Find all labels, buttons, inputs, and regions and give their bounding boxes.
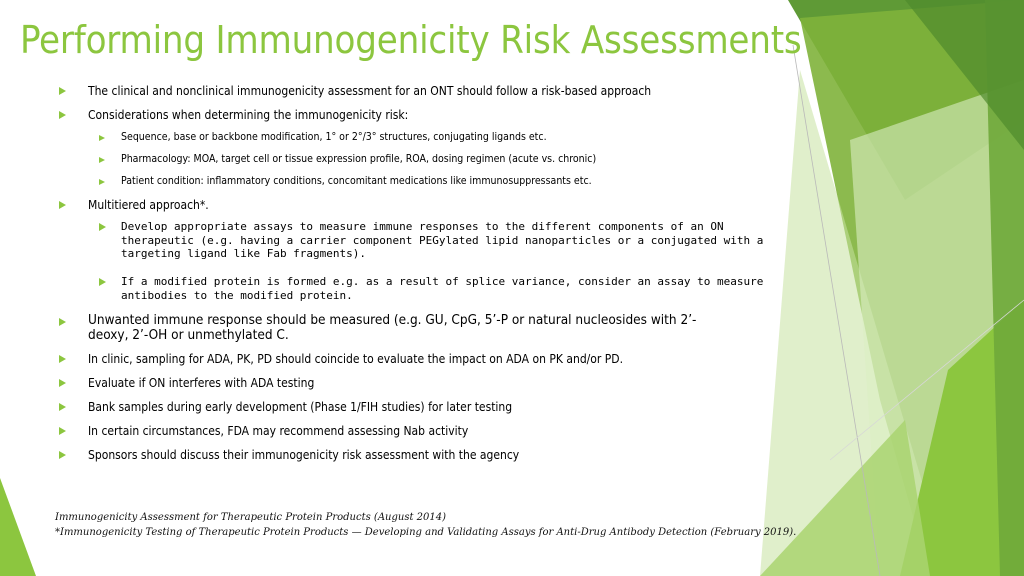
triangle-bullet-icon: [59, 355, 66, 363]
bullet-text: Multitiered approach*.: [88, 198, 209, 212]
triangle-bullet-icon: [59, 318, 66, 326]
bullet-text: Sponsors should discuss their immunogenicity risk assessment with the agency: [88, 448, 520, 462]
reference-1: Immunogenicity Assessment for Therapeutic Protein Products (August 2014): [55, 512, 447, 523]
bullet-text: Bank samples during early development (Phase 1/FIH studies) for later testing: [88, 400, 513, 414]
slide-title: Performing Immunogenicity Risk Assessments: [20, 18, 802, 62]
sub-bullet-text: If a modified protein is formed e.g. as a result of splice variance, consider an assay to measure antibodies to the modified protein.: [121, 275, 764, 302]
bullet-text: The clinical and nonclinical immunogenicity assessment for an ONT should follow a risk-based approach: [88, 84, 652, 98]
triangle-bullet-icon: [99, 179, 105, 185]
sub-bullet-text: Develop appropriate assays to measure immune responses to the different components of an ON therapeutic (e.g. having a carrier component PEGylated lipid nanoparticles or a conjugated with a targeting ligand like Fab fragments).: [121, 220, 764, 260]
triangle-bullet-icon: [99, 135, 105, 141]
triangle-bullet-icon: [99, 278, 106, 286]
references: [55, 511, 796, 540]
reference-2: *Immunogenicity Testing of Therapeutic Protein Products — Developing and Validating Assays for Anti-Drug Antibody Detection (February 2019).: [55, 526, 797, 538]
bullet-text: Evaluate if ON interferes with ADA testing: [88, 376, 315, 390]
triangle-bullet-icon: [59, 427, 66, 435]
sub-bullet-text: Patient condition: inflammatory conditions, concomitant medications like immunosuppressants etc.: [121, 175, 592, 187]
triangle-bullet-icon: [59, 201, 66, 209]
bullet-text: In certain circumstances, FDA may recommend assessing Nab activity: [88, 424, 469, 438]
sub-bullet-text: Pharmacology: MOA, target cell or tissue expression profile, ROA, dosing regimen (acute vs. chronic): [121, 153, 597, 165]
sub-bullet-text: Sequence, base or backbone modification, 1° or 2°/3° structures, conjugating ligands etc.: [121, 131, 547, 143]
triangle-bullet-icon: [59, 451, 66, 459]
triangle-bullet-icon: [59, 111, 66, 119]
bullet-text: Unwanted immune response should be measured (e.g. GU, CpG, 5’-P or natural nucleosides with 2’- deoxy, 2’-OH or unmethylated C.: [88, 312, 697, 343]
triangle-bullet-icon: [99, 157, 105, 163]
triangle-bullet-icon: [59, 403, 66, 411]
triangle-bullet-icon: [99, 223, 106, 231]
bullet-text: Considerations when determining the immunogenicity risk:: [88, 108, 409, 122]
bullet-text: In clinic, sampling for ADA, PK, PD should coincide to evaluate the impact on ADA on PK and/or PD.: [88, 352, 624, 366]
triangle-bullet-icon: [59, 87, 66, 95]
triangle-bullet-icon: [59, 379, 66, 387]
